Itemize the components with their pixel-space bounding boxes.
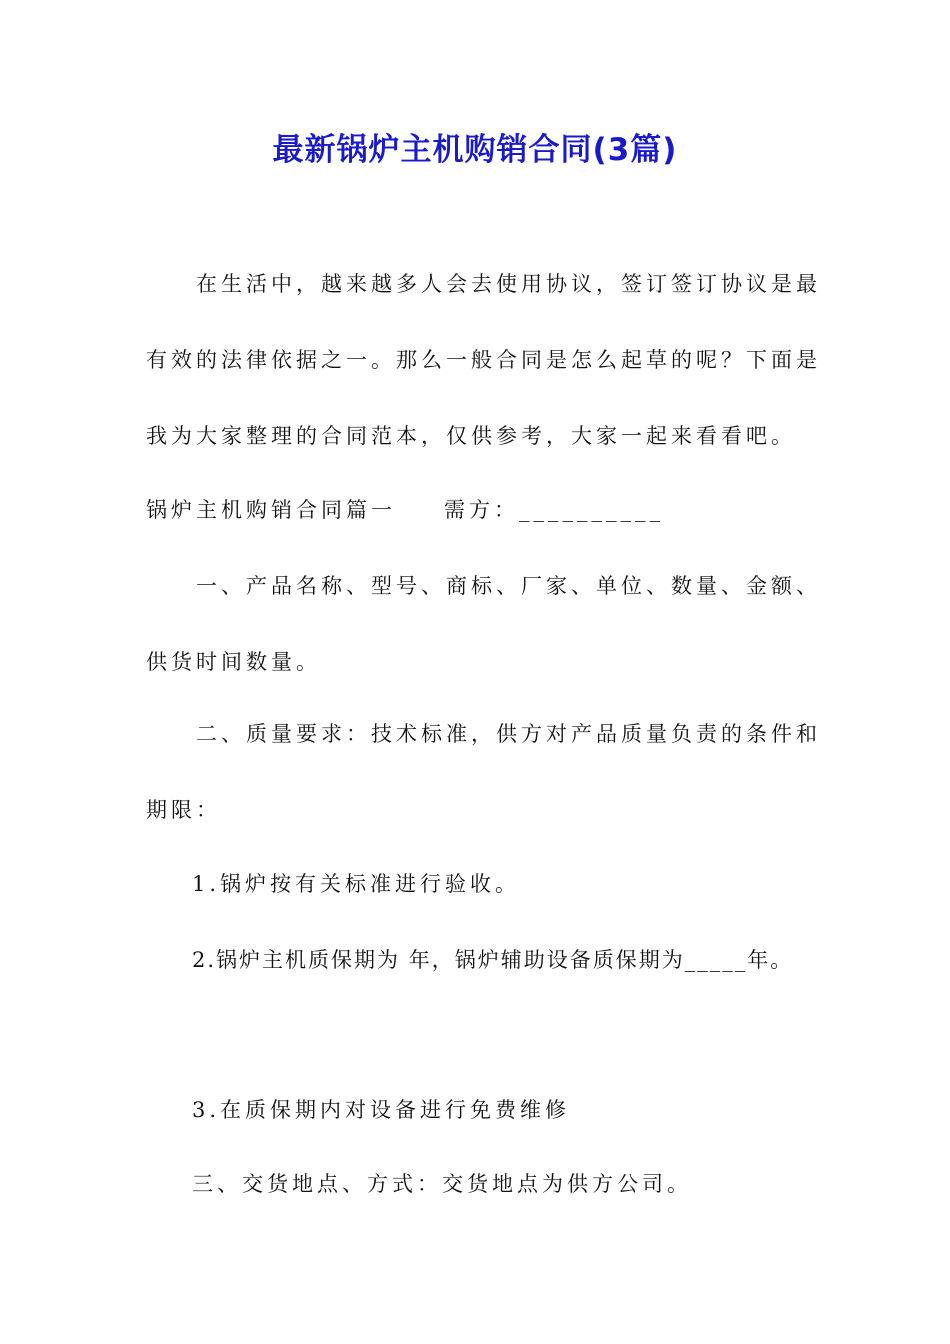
sub-clause-1: 1.锅炉按有关标准进行验收。: [192, 872, 521, 896]
contract-heading-title: 锅炉主机购销合同篇一: [146, 498, 396, 522]
clause-2-line-1: 二、质量要求：技术标准，供方对产品质量负责的条件和: [196, 722, 821, 746]
clause-1-line-1: 一、产品名称、型号、商标、厂家、单位、数量、金额、: [196, 574, 821, 598]
intro-line-3: 我为大家整理的合同范本，仅供参考，大家一起来看看吧。: [146, 424, 796, 448]
contract-heading: [146, 494, 664, 526]
clause-3: 三、交货地点、方式：交货地点为供方公司。: [192, 1172, 692, 1196]
document-title: 最新锅炉主机购销合同(3篇): [272, 132, 678, 168]
sub-clause-2: 2.锅炉主机质保期为 年，锅炉辅助设备质保期为_____年。: [192, 948, 794, 972]
clause-2-line-2: 期限：: [146, 798, 221, 822]
clause-1-line-2: 供货时间数量。: [146, 650, 321, 674]
intro-line-2: 有效的法律依据之一。那么一般合同是怎么起草的呢？下面是: [146, 348, 821, 372]
sub-clause-3: 3.在质保期内对设备进行免费维修: [192, 1098, 571, 1122]
intro-line-1: 在生活中，越来越多人会去使用协议，签订签订协议是最: [196, 272, 821, 296]
buyer-field: 需方：__________: [444, 498, 664, 522]
